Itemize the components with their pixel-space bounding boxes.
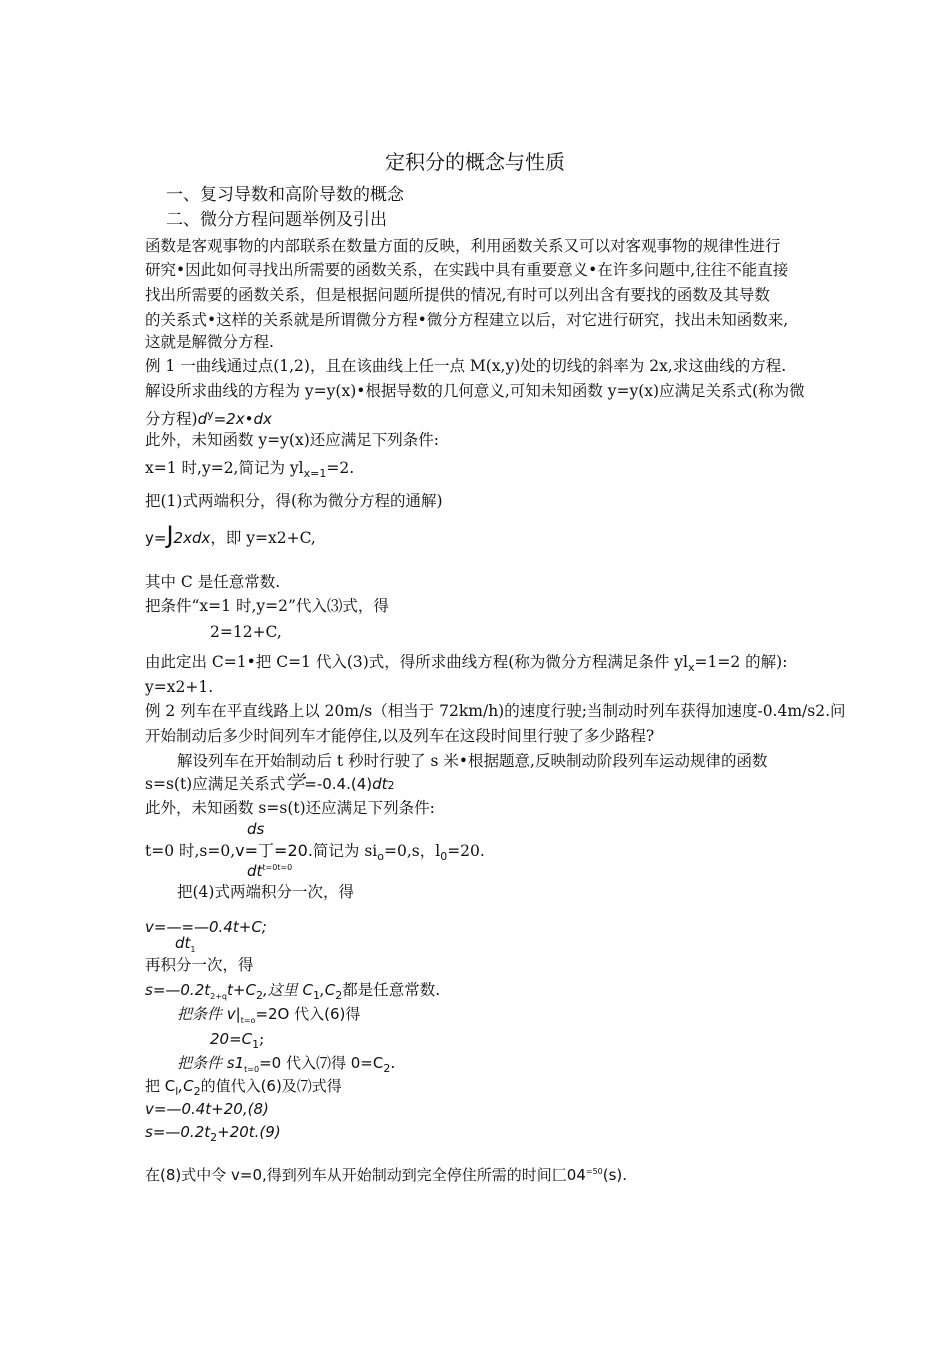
paragraph-line: 研究•因此如何寻找出所需要的函数关系，在实践中具有重要意义•在许多问题中,往往不能直接 (145, 261, 789, 279)
integration-line: 把(1)式两端积分，得(称为微分方程的通解) (145, 492, 443, 510)
constant-note: 其中 C 是任意常数. (145, 573, 281, 591)
velocity-final: v=—0.4t+20,(8) (145, 1100, 269, 1118)
solution-1-equation: 分方程)$d^y=2x•dx$ (145, 408, 272, 429)
solution-1-line: 解设所求曲线的方程为 y=y(x)•根据导数的几何意义,可知未知函数 y=y(x)应满足关系式(称为微 (145, 382, 805, 400)
paragraph-line: 这就是解微分方程. (145, 333, 274, 351)
paragraph-line: 找出所需要的函数关系，但是根据问题所提供的情况,有时可以列出含有要找的函数及其导数 (145, 286, 770, 304)
distance-equation: $s=—0.2t_{2+q}t+C_2$,这里 $C_1,C_2$都是任意常数. (145, 981, 441, 1003)
page-title: 定积分的概念与性质 (385, 150, 565, 174)
dt-denominator: $dt_1$ (175, 934, 196, 955)
condition-equation: x=1 时,y=2,简记为 $yl_{x=1}=2$. (145, 459, 355, 481)
derivation-line: 由此定出 C=1•把 C=1 代入(3)式，得所求曲线方程(称为微分方程满足条件 $yl_x=1=2$ 的解): (145, 653, 788, 675)
example-2-statement: 例 2 列车在平直线路上以 20m/s（相当于 72km/h)的速度行驶;当制动时列车获得加速度-0.4m/s2.问 (145, 702, 846, 720)
substitution-line: 把条件 $s1_{t=0}=0$ 代入⑺得 $0=C_2$. (177, 1054, 396, 1076)
section-heading-differential: 二、微分方程问题举例及引出 (166, 210, 387, 230)
equation-line: 2=12+C, (210, 623, 282, 641)
stop-time-line: 在(8)式中令 v=0,得到列车从开始制动到完全停住所需的时间匚$04^{=50}(s)$. (145, 1166, 628, 1185)
paragraph-line: 函数是客观事物的内部联系在数量方面的反映，利用函数关系又可以对客观事物的规律性进行 (145, 237, 781, 255)
general-solution: y=J2xdx，即 y=x2+C, (145, 521, 316, 549)
substitution-line: 把 $C_l,C_2$的值代入(6)及⑺式得 (145, 1077, 342, 1099)
solution-2-equation: s=s(t)应满足关系式学=-0.4.(4)dt2 (145, 772, 395, 794)
condition-line: 此外，未知函数 s=s(t)还应满足下列条件: (145, 799, 435, 817)
distance-final: $s=—0.2t_2+20t.(9)$ (145, 1123, 281, 1145)
dt-denominator: $dt^{t=0t=0}$ (247, 862, 293, 881)
example-1-statement: 例 1 一曲线通过点(1,2)，且在该曲线上任一点 M(x,y)处的切线的斜率为 2x,求这曲线的方程. (145, 357, 787, 375)
condition-line: 此外，未知函数 y=y(x)还应满足下列条件: (145, 431, 439, 449)
integration-line: 把(4)式两端积分一次，得 (177, 883, 354, 901)
condition-equation: t=0 时,s=0,v=丁=20.简记为 $si_o=0,s$，$l_0=20$. (145, 841, 485, 864)
ds-numerator: ds (247, 820, 265, 838)
solution-2-line: 解设列车在开始制动后 t 秒时行驶了 s 米•根据题意,反映制动阶段列车运动规律的函数 (177, 752, 768, 770)
paragraph-line: 的关系式•这样的关系就是所谓微分方程•微分方程建立以后，对它进行研究，找出未知函数来, (145, 311, 789, 329)
integration-line: 再积分一次，得 (145, 956, 254, 974)
substitution-line: 把条件“x=1 时,y=2”代入⑶式，得 (145, 597, 389, 615)
equation-line: $20=C_1$; (210, 1030, 265, 1052)
example-2-statement: 开始制动后多少时间列车才能停住,以及列车在这段时间里行驶了多少路程? (145, 727, 655, 745)
answer-line: y=x2+1. (145, 678, 214, 696)
section-heading-review: 一、复习导数和高阶导数的概念 (166, 185, 404, 205)
velocity-equation: v=—=—0.4t+C; (145, 918, 267, 936)
substitution-line: 把条件 $v|_{t=o}=2O$ 代入(6)得 (177, 1005, 361, 1026)
